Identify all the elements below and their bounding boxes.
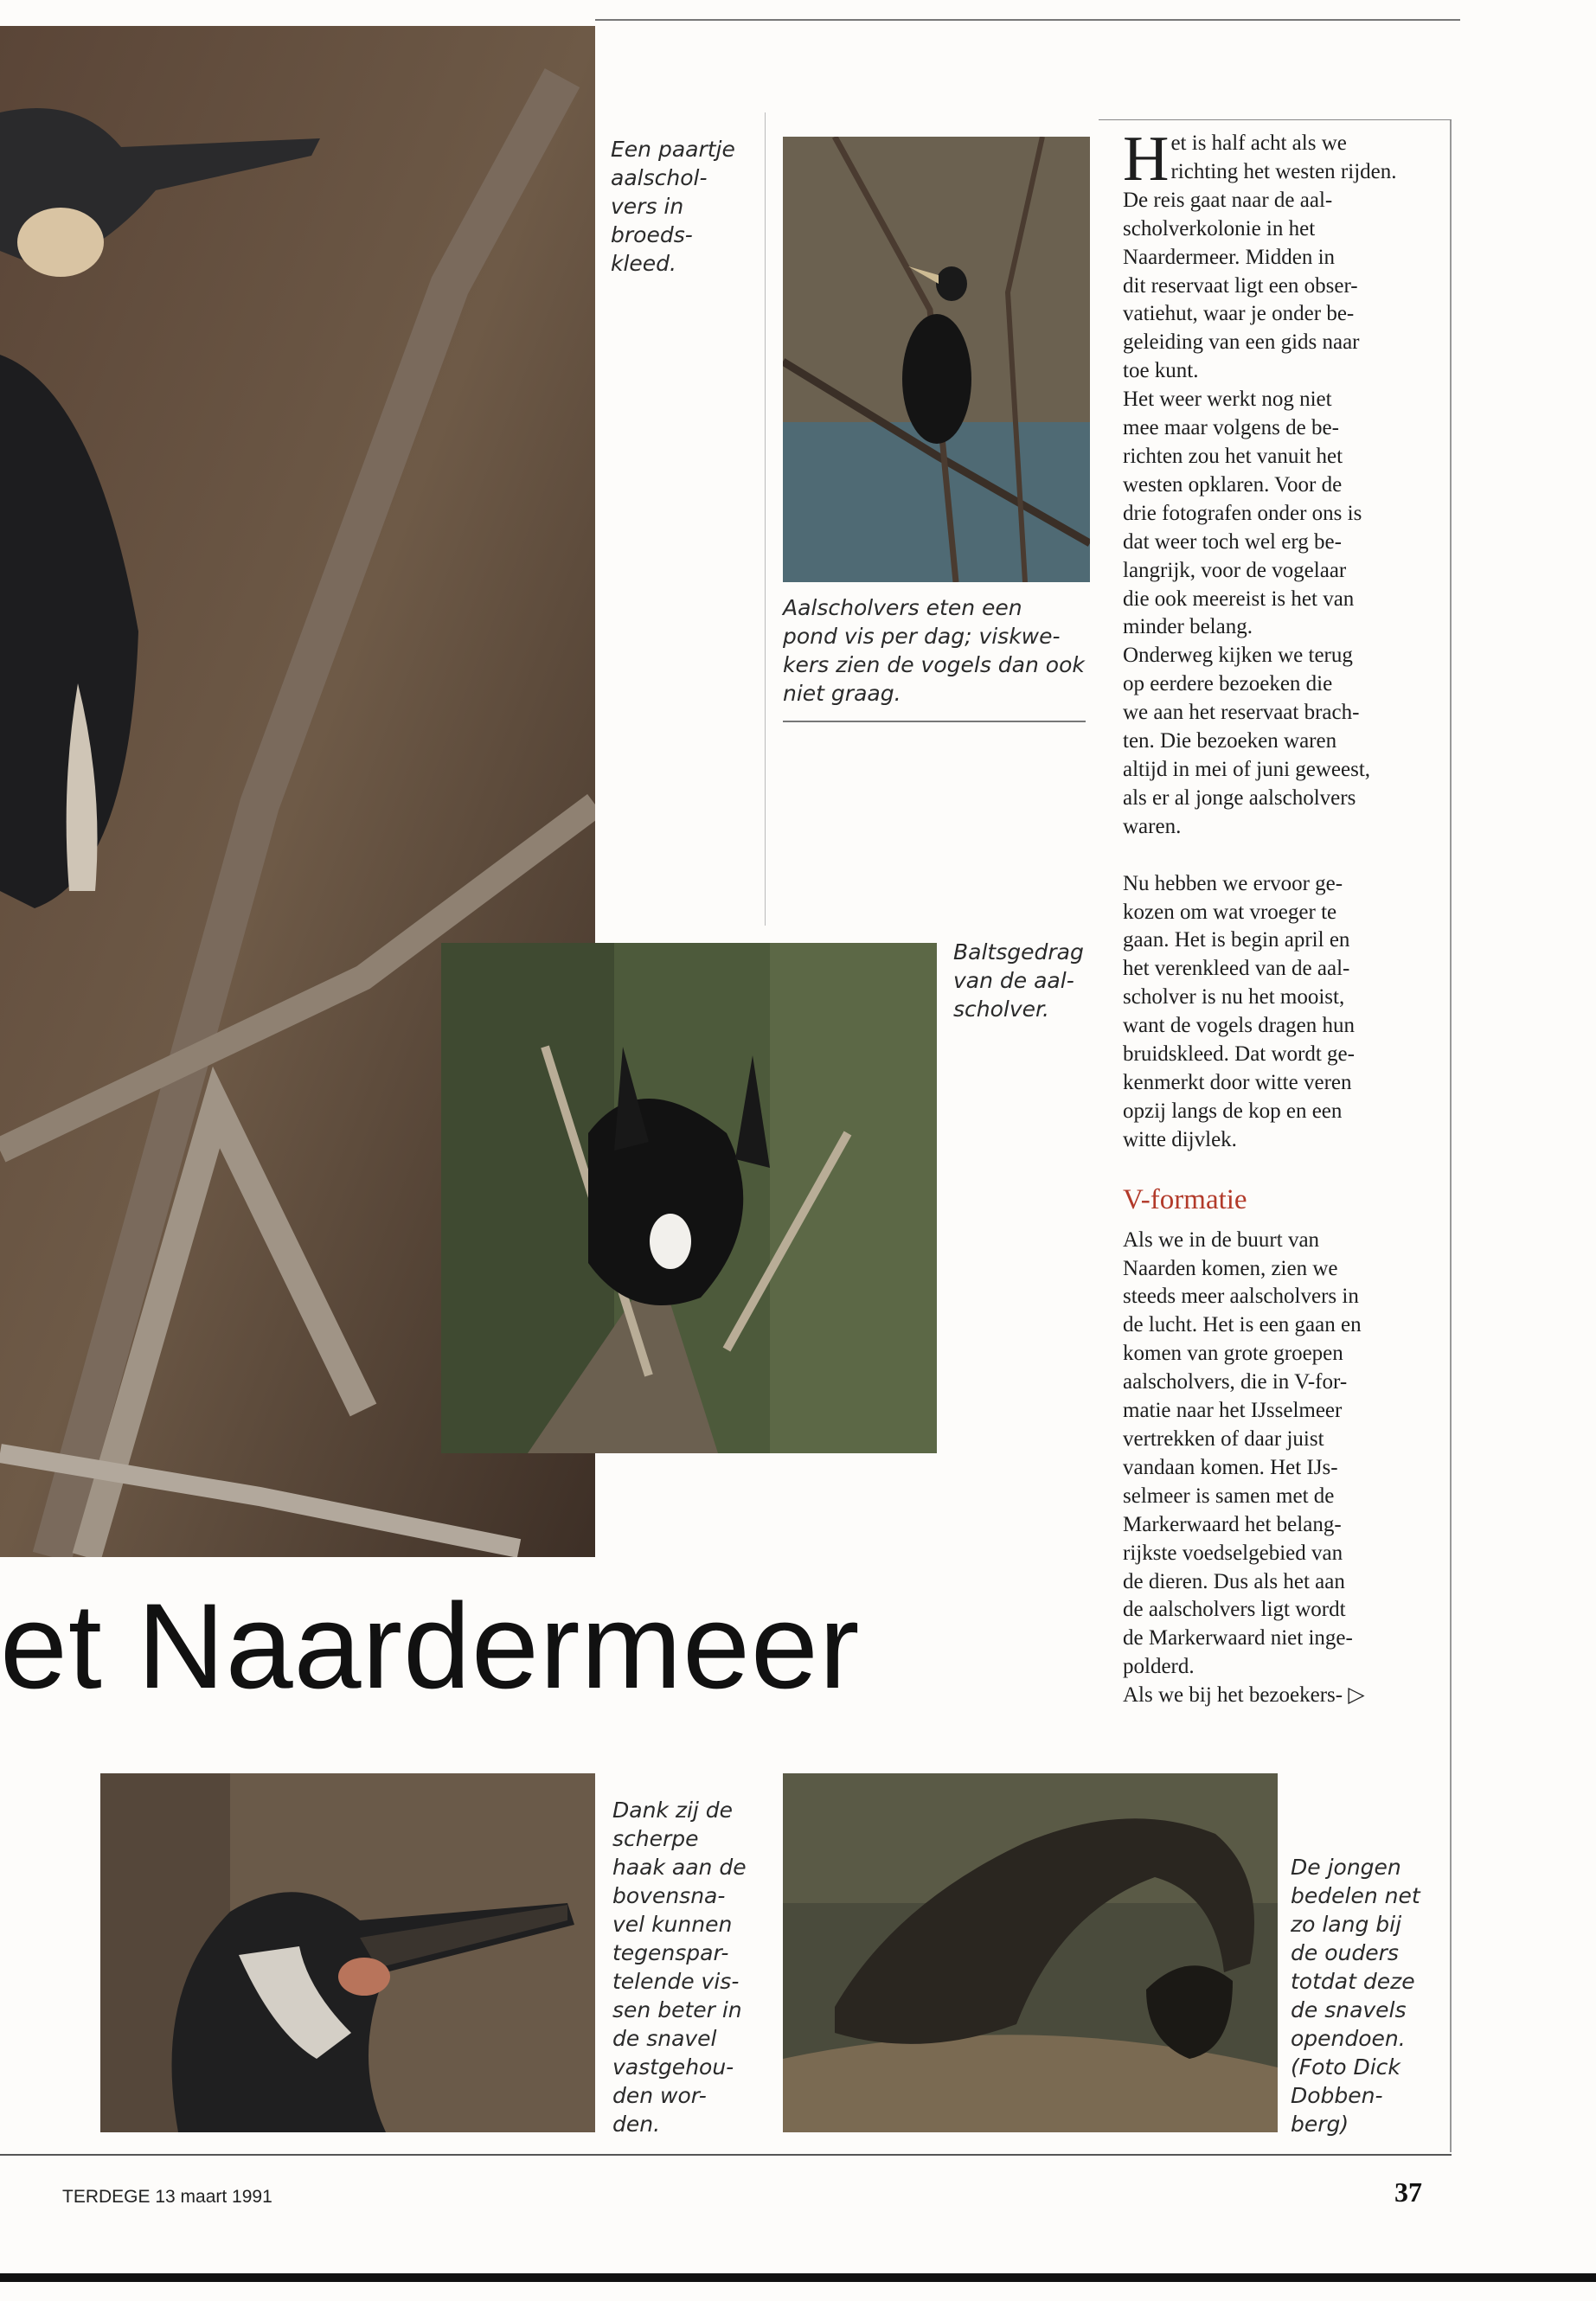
caption-eating: Aalscholvers eten een pond vis per dag; viskwe- kers zien de vogels dan ook niet graag. (783, 595, 1085, 706)
footer-rule (0, 2154, 1452, 2156)
page-number: 37 (1394, 2176, 1422, 2208)
footer-magazine-issue: TERDEGE 13 maart 1991 (62, 2187, 272, 2207)
headline: et Naardermeer (0, 1581, 861, 1711)
photo-feeding-young (783, 1773, 1278, 2132)
text-column-top-rule (1099, 119, 1452, 120)
column-divider-upper (765, 112, 766, 926)
photo-courtship (441, 943, 937, 1453)
paragraph-v-formatie: Als we in de buurt van Naarden komen, zien we steeds meer aalscholvers in de lucht. Het is een gaan en komen van grote groepen aalscholvers, die in V-for- matie naar het IJsselmeer vertrekken of daar juist vandaan komen. Het IJs- selmeer is samen met de Markerwaard het belang- rijkste voedselgebied van de dieren. Dus als het aan de aalscholvers ligt wordt de Markerwaard niet inge- polderd. (1123, 1227, 1362, 1679)
bottom-edge-bar (0, 2273, 1596, 2282)
subhead-v-formatie: V-formatie (1123, 1183, 1247, 1215)
caption-courtship: Baltsgedrag van de aal- scholver. (953, 939, 1084, 1022)
photo-perched-cormorant (783, 137, 1090, 582)
right-frame-line (1450, 119, 1452, 2152)
caption-young: De jongen bedelen net zo lang bij de ouders totdat deze de snavels opendoen. (Foto Dick Dobben- berg) (1291, 1855, 1420, 2137)
body-text-column (1123, 124, 1439, 1710)
top-rule (595, 19, 1460, 21)
continuation-line: Als we bij het bezoekers- ▷ (1123, 1683, 1365, 1708)
drop-cap: H (1123, 124, 1170, 195)
photo-cormorant-head (100, 1773, 595, 2132)
caption-rule (783, 721, 1086, 722)
intro-paragraph: et is half acht als we richting het westen rijden. De reis gaat naar de aal- scholverkolonie in het Naardermeer. Midden in dit reservaat ligt een obser- vatiehut, waar je onder be- geleiding van een gids naar toe kunt. Het weer werkt nog niet mee maar volgens de be- richten zou het vanuit het westen opklaren. Voor de drie fotografen onder ons is dat weer toch wel erg be- langrijk, voor de vogelaar die ook meereist is het van minder belang. Onderweg kijken we terug op eerdere bezoeken die we aan het reservaat brach- ten. Die bezoeken waren altijd in mei of juni geweest, als er al jonge aalscholvers waren. (1123, 131, 1397, 838)
caption-hook: Dank zij de scherpe haak aan de bovensna- vel kunnen tegenspar- telende vis- sen beter in de snavel vastgehou- den wor- den. (612, 1798, 747, 2137)
caption-cormorant-pair: Een paartje aalschol- vers in broeds- kleed. (611, 137, 735, 276)
paragraph-april: Nu hebben we ervoor ge- kozen om wat vroeger te gaan. Het is begin april en het verenkleed van de aal- scholver is nu het mooist, want de vogels dragen hun bruidskleed. Dat wordt ge- kenmerkt door witte veren opzij langs de kop en een witte dijvlek. (1123, 871, 1355, 1151)
